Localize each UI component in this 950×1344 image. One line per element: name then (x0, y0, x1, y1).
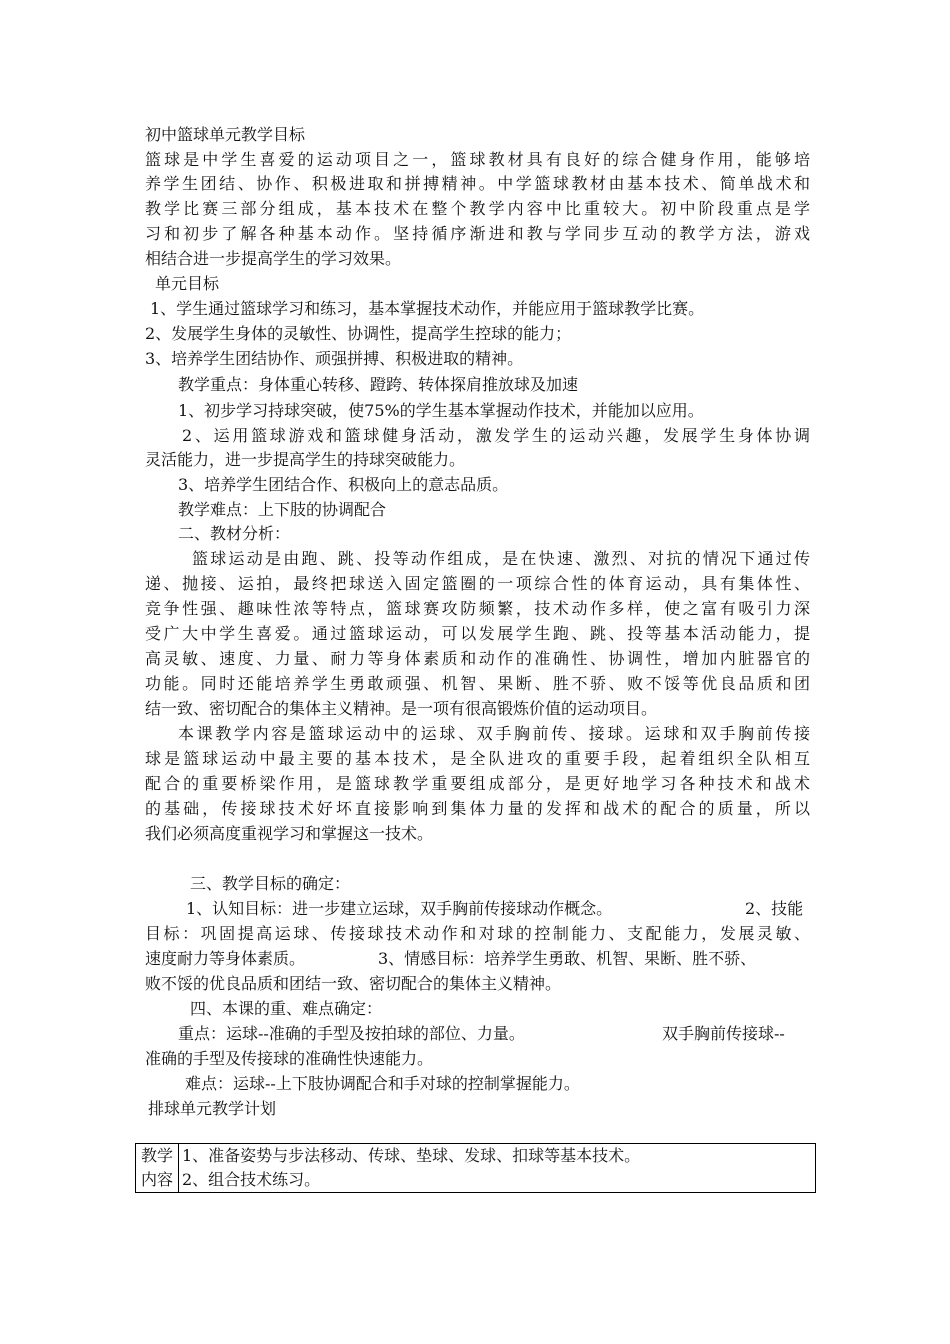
table-header-text: 教学 (140, 1146, 173, 1165)
section2-line: 受广大中学生喜爱。通过篮球运动，可以发展学生跑、跳、投等基本活动能力，提 (145, 624, 810, 643)
unit-goal-heading: 单元目标 (155, 274, 220, 293)
intro-line: 养学生团结、协作、积极进取和拼搏精神。中学篮球教材由基本技术、简单战术和 (145, 174, 810, 193)
unit-goal-item: 2、发展学生身体的灵敏性、协调性，提高学生控球的能力； (145, 324, 572, 343)
unit-goal-item: 3、培养学生团结协作、顽强拼搏、积极进取的精神。 (145, 349, 524, 368)
section4-key: 重点：运球--准确的手型及按拍球的部位、力量。 (178, 1024, 525, 1043)
section4-key-cont: 准确的手型及传接球的准确性快速能力。 (145, 1049, 434, 1068)
intro-line: 习和初步了解各种基本动作。坚持循序渐进和教与学同步互动的教学方法，游戏 (145, 224, 810, 243)
section2-line: 我们必须高度重视学习和掌握这一技术。 (145, 824, 434, 843)
volleyball-title: 排球单元教学计划 (148, 1099, 277, 1118)
table-row (136, 1168, 816, 1193)
table-row (136, 1144, 816, 1169)
section2-line: 篮球运动是由跑、跳、投等动作组成，是在快速、激烈、对抗的情况下通过传 (192, 549, 810, 568)
section2-line: 功能。同时还能培养学生勇敢顽强、机智、果断、胜不骄、败不馁等优良品质和团 (145, 674, 810, 693)
section3-line: 3、情感目标：培养学生勇敢、机智、果断、胜不骄、 (378, 949, 757, 968)
intro-line: 教学比赛三部分组成，基本技术在整个教学内容中比重较大。初中阶段重点是学 (145, 199, 810, 218)
section3-line: 2、技能 (745, 899, 804, 918)
unit-goal-item: 1、学生通过篮球学习和练习，基本掌握技术动作，并能应用于篮球教学比赛。 (150, 299, 705, 318)
section2-line: 递、抛接、运拍，最终把球送入固定篮圈的一项综合性的体育运动，具有集体性、 (145, 574, 810, 593)
section3-line: 目标：巩固提高运球、传接球技术动作和对球的控制能力、支配能力，发展灵敏、 (145, 924, 810, 943)
section4-difficulty: 难点：运球--上下肢协调配合和手对球的控制掌握能力。 (185, 1074, 580, 1093)
section4-heading: 四、本课的重、难点确定： (190, 999, 383, 1018)
intro-line: 篮球是中学生喜爱的运动项目之一，篮球教材具有良好的综合健身作用，能够培 (145, 150, 810, 169)
section2-heading: 二、教材分析： (178, 524, 291, 543)
section2-line: 结一致、密切配合的集体主义精神。是一项有很高锻炼价值的运动项目。 (145, 699, 658, 718)
table-cell: 2、组合技术练习。 (179, 1168, 816, 1193)
section3-line: 速度耐力等身体素质。 (145, 949, 306, 968)
difficulty: 教学难点：上下肢的协调配合 (178, 500, 387, 519)
table-header-cell (136, 1144, 179, 1193)
section4-key: 双手胸前传接球-- (662, 1024, 785, 1043)
section2-line: 的基础，传接球技术好坏直接影响到集体力量的发挥和战术的配合的质量，所以 (145, 799, 810, 818)
section2-line: 高灵敏、速度、力量、耐力等身体素质和动作的准确性、协调性，增加内脏器官的 (145, 649, 810, 668)
teaching-content-table (135, 1143, 816, 1193)
section2-line: 竞争性强、趣味性浓等特点，篮球赛攻防频繁，技术动作多样，使之富有吸引力深 (145, 599, 810, 618)
section2-line: 配合的重要桥梁作用，是篮球教学重要组成部分，是更好地学习各种技术和战术 (145, 774, 810, 793)
key-item: 1、初步学习持球突破，使75%的学生基本掌握动作技术，并能加以应用。 (178, 401, 704, 420)
section3-line: 1、认知目标：进一步建立运球，双手胸前传接球动作概念。 (186, 899, 613, 918)
section3-line: 败不馁的优良品质和团结一致、密切配合的集体主义精神。 (145, 974, 562, 993)
key-item: 3、培养学生团结合作、积极向上的意志品质。 (178, 475, 509, 494)
table-header-text: 内容 (140, 1170, 173, 1189)
doc-title: 初中篮球单元教学目标 (145, 125, 306, 144)
key-item: 灵活能力，进一步提高学生的持球突破能力。 (145, 450, 466, 469)
table-cell: 1、准备姿势与步法移动、传球、垫球、发球、扣球等基本技术。 (179, 1144, 816, 1169)
key-item: 2、运用篮球游戏和篮球健身活动，激发学生的运动兴趣，发展学生身体协调 (182, 426, 810, 445)
key-point: 教学重点：身体重心转移、蹬跨、转体探肩推放球及加速 (178, 375, 579, 394)
section2-line: 本课教学内容是篮球运动中的运球、双手胸前传、接球。运球和双手胸前传接 (178, 724, 810, 743)
section3-heading: 三、教学目标的确定： (190, 874, 351, 893)
section2-line: 球是篮球运动中最主要的基本技术，是全队进攻的重要手段，起着组织全队相互 (145, 749, 810, 768)
intro-line: 相结合进一步提高学生的学习效果。 (145, 249, 402, 268)
